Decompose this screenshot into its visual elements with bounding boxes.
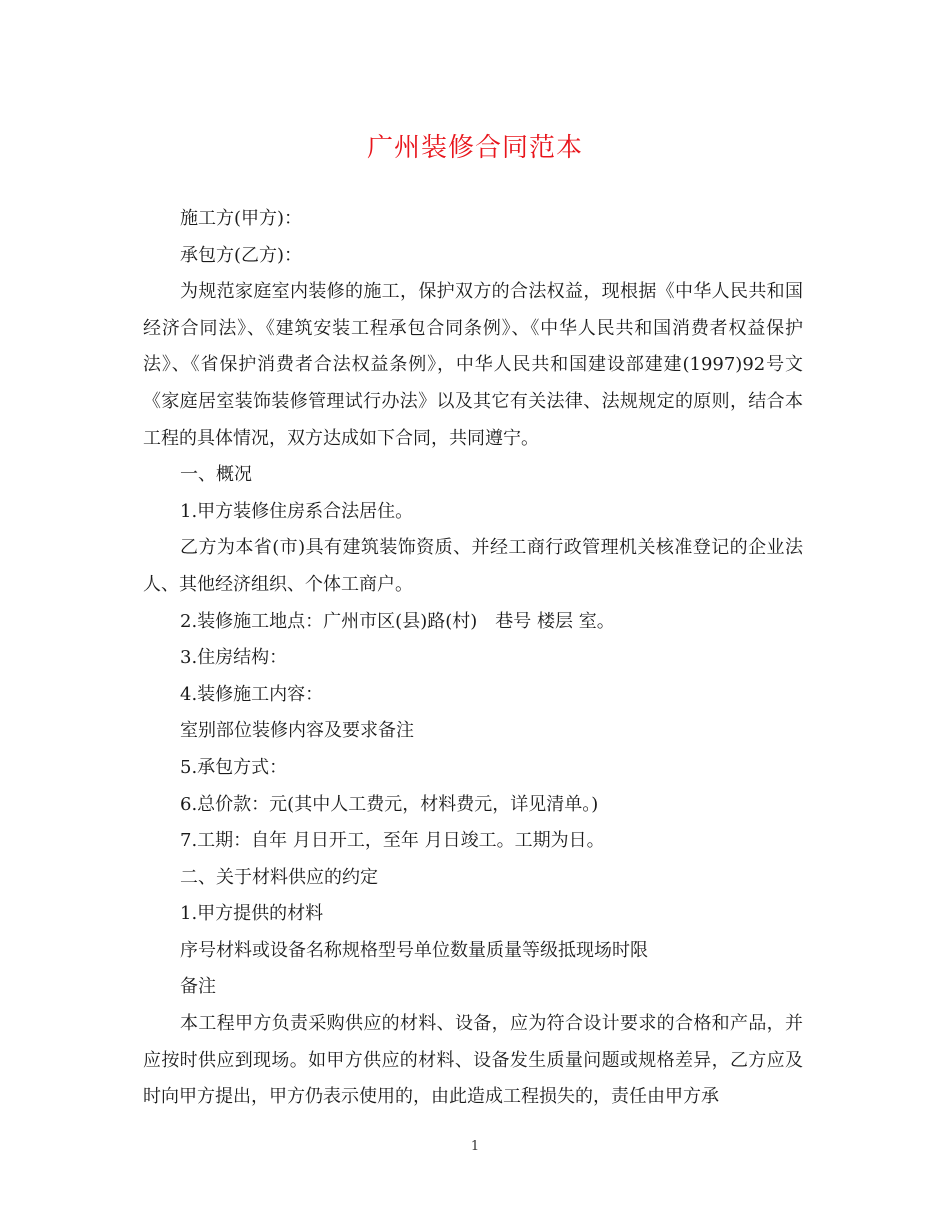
section-heading-overview: 一、概况 <box>180 464 252 486</box>
paragraph-party-b: 承包方(乙方)： <box>180 244 303 266</box>
paragraph-item-1: 1.甲方装修住房系合法居住。 <box>180 500 414 522</box>
paragraph-item-2: 2.装修施工地点：广州市区(县)路(村) 巷号 楼层 室。 <box>180 610 615 632</box>
paragraph-item-3: 3.住房结构： <box>180 647 288 669</box>
document-body <box>143 201 803 1116</box>
document-title: 广州装修合同范本 <box>366 133 583 163</box>
paragraph-item-5: 5.承包方式： <box>180 756 288 778</box>
paragraph-materials-item-1: 1.甲方提供的材料 <box>180 903 324 925</box>
paragraph-renovation-table-header: 室别部位装修内容及要求备注 <box>180 720 414 742</box>
paragraph-party-a: 施工方(甲方)： <box>180 208 303 229</box>
paragraph-materials-table-header: 序号材料或设备名称规格型号单位数量质量等级抵现场时限 <box>180 939 648 961</box>
paragraph-preamble: 为规范家庭室内装修的施工，保护双方的合法权益，现根据《中华人民共和国经济合同法》、《建筑安装工程承包合同条例》、《中华人民共和国消费者权益保护法》、《省保护消费者合法权益条例》，中华人民共和国建设部建建(1997)92号文《家庭居室装饰装修管理试行办法》以及其它有关法律、法规规定的原则，结合本工程的具体情况，双方达成如下合同，共同遵宁。 <box>143 281 803 449</box>
paragraph-remarks: 备注 <box>180 976 216 998</box>
section-heading-materials: 二、关于材料供应的约定 <box>180 866 378 888</box>
paragraph-materials-responsibility: 本工程甲方负责采购供应的材料、设备，应为符合设计要求的合格和产品，并应按时供应到现场。如甲方供应的材料、设备发生质量问题或规格差异，乙方应及时向甲方提出，甲方仍表示使用的，由此造成工程损失的，责任由甲方承 <box>143 1013 803 1108</box>
paragraph-item-4: 4.装修施工内容： <box>180 683 324 705</box>
paragraph-item-7: 7.工期：自年 月日开工，至年 月日竣工。工期为日。 <box>180 830 605 852</box>
page-number: 1 <box>470 1139 480 1154</box>
paragraph-item-6: 6.总价款：元(其中人工费元，材料费元，详见清单。) <box>180 793 599 815</box>
paragraph-contractor-qualification: 乙方为本省(市)具有建筑装饰资质、并经工商行政管理机关核准登记的企业法人、其他经济组织、个体工商户。 <box>143 537 803 595</box>
